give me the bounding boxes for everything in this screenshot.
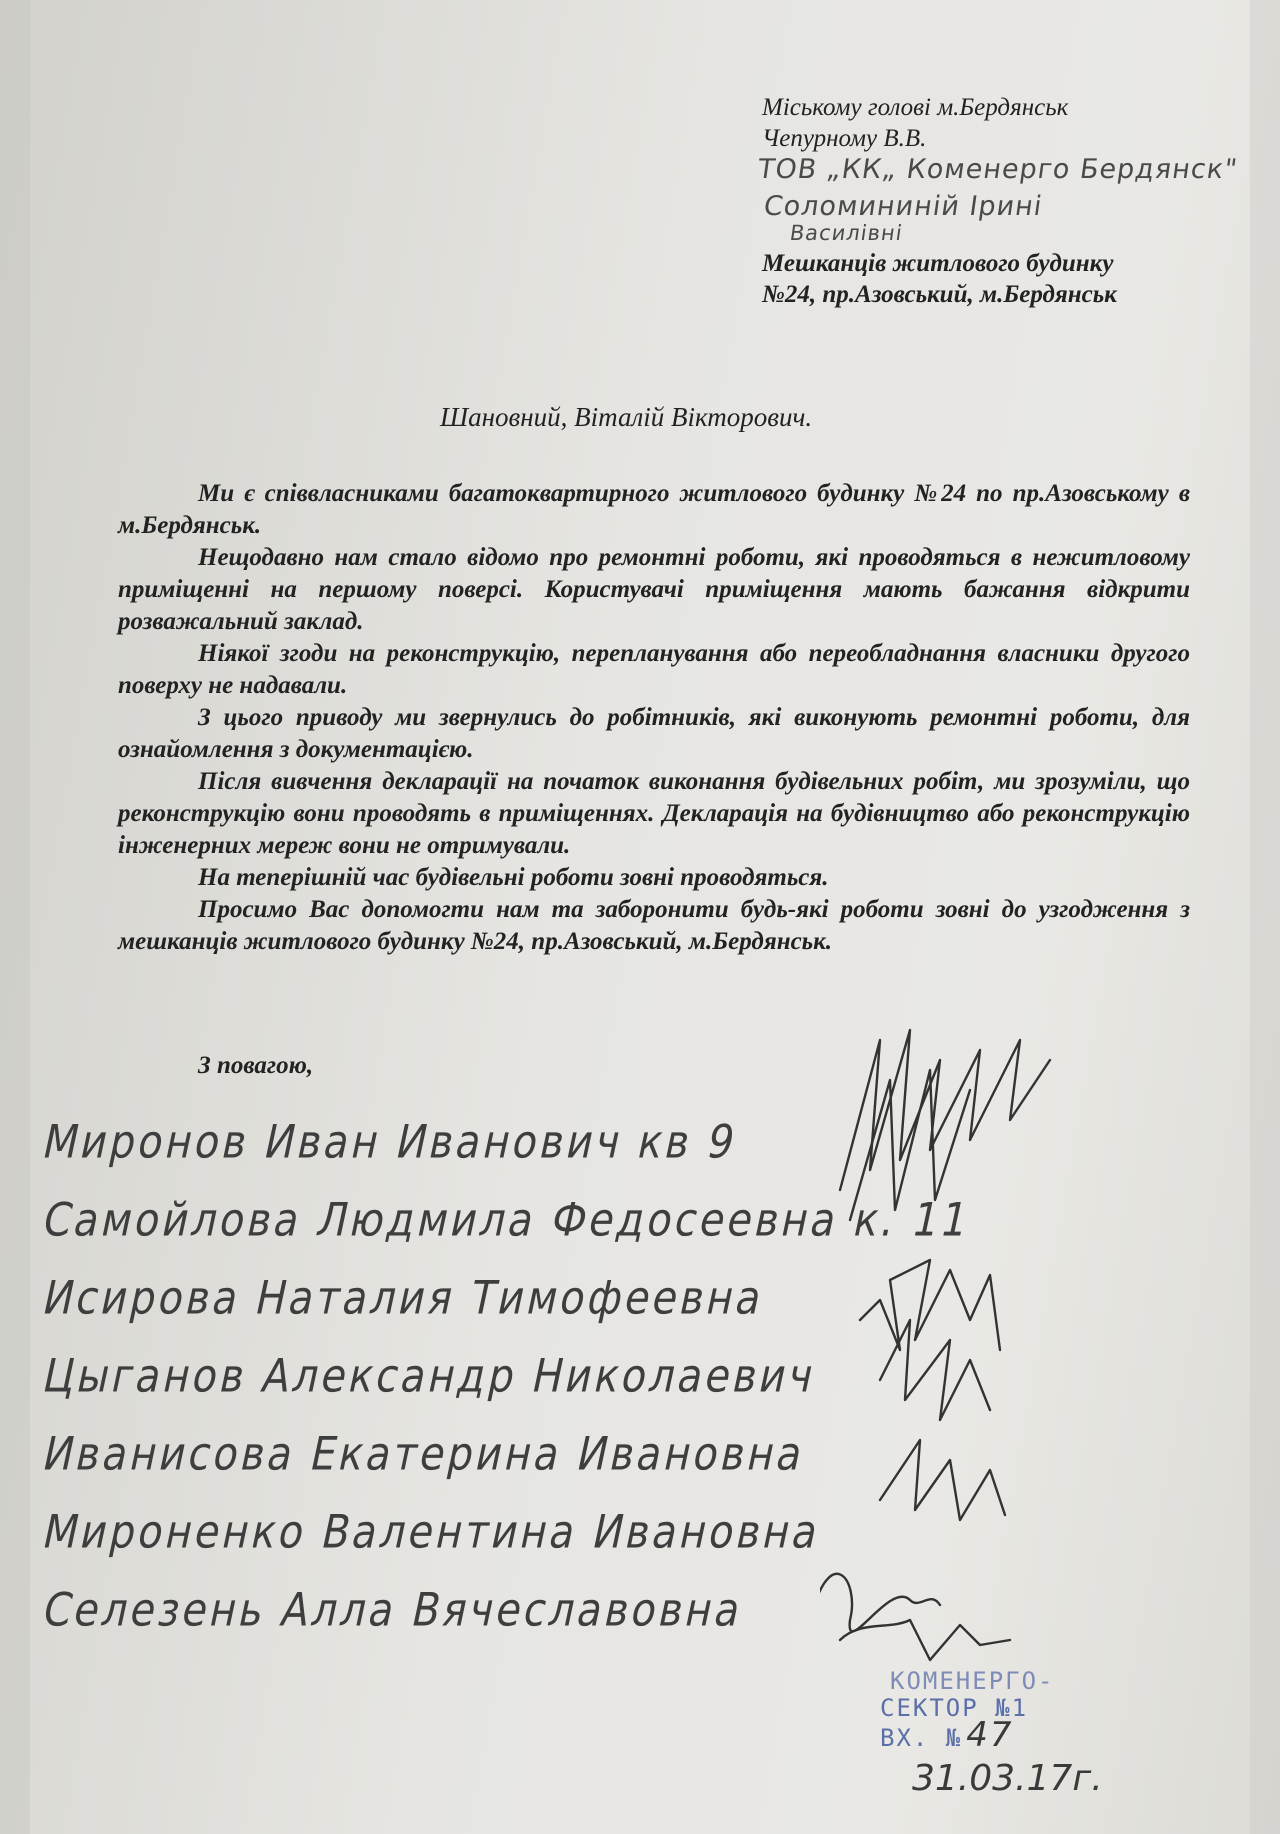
paragraph: На теперішній час будівельні роботи зовні проводяться.	[198, 864, 829, 891]
signer-name: Цыганов Александр Николаевич	[38, 1350, 822, 1404]
signature-mark	[820, 1574, 940, 1632]
signer-name: Селезень Алла Вячеславовна	[38, 1584, 749, 1638]
salutation: Шановний, Віталій Вікторович.	[440, 402, 813, 432]
handwritten-patronymic: Василівні	[788, 221, 905, 245]
stamp-incoming-prefix: ВХ. №	[880, 1724, 963, 1752]
signature-mark	[880, 1440, 1005, 1520]
handwritten-recipient: Соломининій Ірині	[761, 191, 1045, 222]
addressee-line-address: №24, пр.Азовський, м.Бердянськ	[762, 281, 1117, 308]
paragraph: Ми є співвласниками багатоквартирного житлового будинку №24 по пр.Азовському в м.Бердянськ.	[118, 480, 1190, 539]
paragraph: Нещодавно нам стало відомо про ремонтні роботи, які проводяться в нежитловому приміщенні на першому поверсі. Користувачі приміщення мають бажання відкрити розважальний заклад.	[118, 544, 1190, 635]
stamp-incoming-number: 47	[966, 1715, 1014, 1755]
stamp-sector: СЕКТОР №1	[880, 1694, 1029, 1722]
signature-mark	[860, 1260, 1000, 1350]
stamp-incoming	[880, 1715, 1055, 1755]
addressee-block	[755, 92, 1240, 310]
signer-name: Самойлова Людмила Федосеевна к. 11	[38, 1194, 976, 1248]
addressee-line-residents: Мешканців житлового будинку	[762, 250, 1114, 277]
stamp-org: КОМЕНЕРГО-	[890, 1667, 1055, 1695]
signer-name: Исирова Наталия Тимофеевна	[38, 1272, 770, 1326]
paragraph: Просимо Вас допомогти нам та заборонити будь-які роботи зовні до узгодження з мешканців житлового будинку №24, пр.Азовський, м.Бердянськ.	[118, 896, 1190, 955]
handwritten-signatures	[820, 1020, 1120, 1700]
addressee-line-name: Чепурному В.В.	[762, 125, 927, 152]
letter-body	[118, 478, 1190, 958]
paragraph: Ніякої згоди на реконструкцію, перепланування або переобладнання власники другого поверху не надавали.	[118, 640, 1190, 699]
stamp-date: 31.03.17г.	[912, 1758, 1103, 1799]
registration-stamp	[880, 1667, 1055, 1755]
signature-mark	[880, 1320, 990, 1420]
paragraph: З цього приводу ми звернулись до робітників, які виконують ремонтні роботи, для ознайомлення з документацією.	[118, 704, 1190, 763]
signature-mark	[840, 1620, 1010, 1660]
signature-mark	[850, 1070, 970, 1220]
signer-name: Иванисова Екатерина Ивановна	[38, 1428, 811, 1482]
closing: З повагою,	[198, 1052, 314, 1079]
handwritten-company: ТОВ „КК„ Коменерго Бердянск"	[755, 154, 1240, 185]
signer-name: Миронов Иван Иванович кв 9	[38, 1116, 743, 1170]
signer-name: Мироненко Валентина Ивановна	[38, 1506, 827, 1560]
addressee-line-mayor: Міському голові м.Бердянськ	[762, 94, 1069, 121]
paragraph: Після вивчення декларації на початок виконання будівельних робіт, ми зрозуміли, що реконструкцію вони проводять в приміщеннях. Декларація на будівництво або реконструкцію інженерних мереж вони не отримували.	[118, 768, 1190, 859]
